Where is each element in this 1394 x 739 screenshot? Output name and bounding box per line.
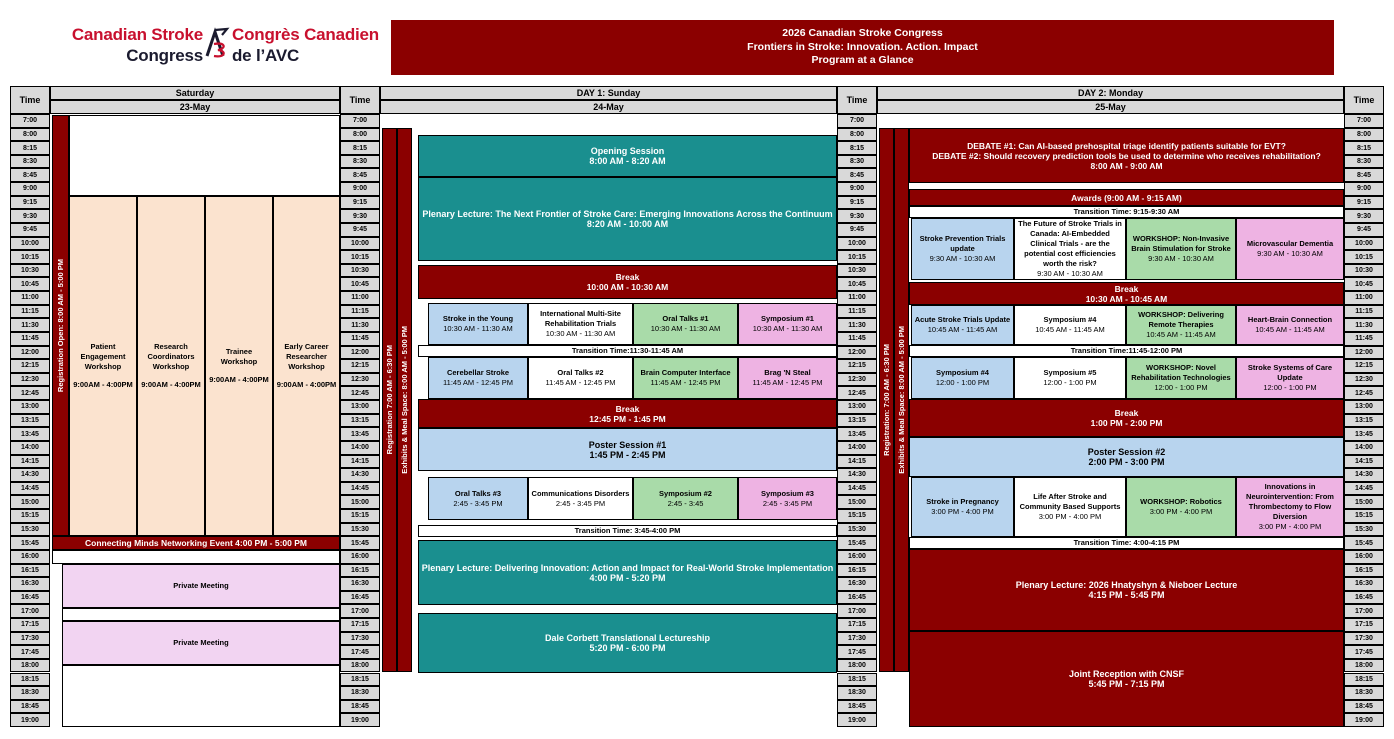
time-label-12-00: 12:00	[10, 346, 50, 360]
time-label-19-00: 19:00	[1344, 713, 1384, 727]
time-label-13-45: 13:45	[340, 427, 380, 441]
saturday-workshop-3-time: 9:00AM - 4:00PM	[276, 380, 337, 389]
time-label-15-45: 15:45	[10, 536, 50, 550]
time-label-10-30: 10:30	[837, 264, 877, 278]
time-label-16-15: 16:15	[10, 564, 50, 578]
time-label-14-30: 14:30	[10, 468, 50, 482]
time-label-14-15: 14:15	[10, 455, 50, 469]
time-label-12-30: 12:30	[10, 373, 50, 387]
time-label-8-00: 8:00	[10, 128, 50, 142]
time-label-14-45: 14:45	[10, 482, 50, 496]
saturday-empty-top	[69, 115, 340, 196]
time-label-8-15: 8:15	[837, 141, 877, 155]
time-label-18-45: 18:45	[10, 700, 50, 714]
day2-session-4-3: Innovations in Neurointervention: From Thrombectomy to Flow Diversion 3:00 PM - 4:00 PM	[1236, 477, 1344, 537]
day1-session-3-0: Oral Talks #3 2:45 - 3:45 PM	[428, 477, 528, 520]
time-label-14-30: 14:30	[837, 468, 877, 482]
time-label-17-30: 17:30	[1344, 632, 1384, 646]
time-label-10-45: 10:45	[10, 277, 50, 291]
time-label-17-15: 17:15	[837, 618, 877, 632]
time-label-17-45: 17:45	[10, 645, 50, 659]
time-label-13-15: 13:15	[10, 414, 50, 428]
saturday-gap-3	[62, 665, 340, 727]
time-label-18-30: 18:30	[10, 686, 50, 700]
time-label-15-30: 15:30	[837, 523, 877, 537]
time-label-11-45: 11:45	[837, 332, 877, 346]
time-header-mid-right: Time	[837, 86, 877, 114]
time-label-12-30: 12:30	[340, 373, 380, 387]
time-label-11-15: 11:15	[340, 305, 380, 319]
day1-session-2-2: Brain Computer Interface 11:45 AM - 12:45 PM	[633, 357, 738, 399]
saturday-workshop-0	[69, 196, 137, 536]
time-label-8-15: 8:15	[340, 141, 380, 155]
day2-transition-2: Transition Time: 4:00-4:15 PM	[909, 537, 1344, 549]
day1-session-1-1: International Multi-Site Rehabilitation Trials 10:30 AM - 11:30 AM	[528, 303, 633, 345]
banner-line2: Frontiers in Stroke: Innovation. Action. Impact	[747, 40, 978, 53]
time-label-7-00: 7:00	[10, 114, 50, 128]
day1-session-1-2: Oral Talks #1 10:30 AM - 11:30 AM	[633, 303, 738, 345]
time-label-18-15: 18:15	[10, 673, 50, 687]
time-label-16-45: 16:45	[1344, 591, 1384, 605]
time-label-14-00: 14:00	[1344, 441, 1384, 455]
time-label-13-45: 13:45	[837, 427, 877, 441]
time-label-9-00: 9:00	[1344, 182, 1384, 196]
time-label-13-15: 13:15	[340, 414, 380, 428]
time-label-8-00: 8:00	[340, 128, 380, 142]
saturday-workshop-1-time: 9:00AM - 4:00PM	[141, 380, 201, 389]
time-label-9-30: 9:30	[340, 209, 380, 223]
time-label-10-15: 10:15	[837, 250, 877, 264]
time-label-12-45: 12:45	[1344, 386, 1384, 400]
time-label-17-00: 17:00	[340, 604, 380, 618]
day2-registration-bar: Registration: 7:00 AM - 6:30 PM	[879, 128, 894, 672]
time-label-10-15: 10:15	[10, 250, 50, 264]
day1-session-2-3: Brag 'N Steal 11:45 AM - 12:45 PM	[738, 357, 837, 399]
time-label-18-15: 18:15	[340, 673, 380, 687]
time-label-15-00: 15:00	[837, 495, 877, 509]
time-label-15-00: 15:00	[1344, 495, 1384, 509]
time-label-7-00: 7:00	[1344, 114, 1384, 128]
time-label-8-15: 8:15	[1344, 141, 1384, 155]
day2-poster-session: Poster Session #2 2:00 PM - 3:00 PM	[909, 437, 1344, 477]
time-label-19-00: 19:00	[340, 713, 380, 727]
saturday-workshop-1-title: Research Coordinators Workshop	[147, 342, 195, 371]
time-label-10-15: 10:15	[340, 250, 380, 264]
day2-exhibits-bar: Exhibits & Meal Space: 8:00 AM - 5:00 PM	[894, 128, 909, 672]
day1-session-3-2: Symposium #2 2:45 - 3:45	[633, 477, 738, 520]
time-label-11-15: 11:15	[837, 305, 877, 319]
time-label-15-15: 15:15	[10, 509, 50, 523]
time-label-15-30: 15:30	[340, 523, 380, 537]
time-header-right: Time	[1344, 86, 1384, 114]
time-label-15-45: 15:45	[1344, 536, 1384, 550]
saturday-workshop-1	[137, 196, 205, 536]
time-label-12-15: 12:15	[340, 359, 380, 373]
banner-line1: 2026 Canadian Stroke Congress	[782, 27, 943, 40]
time-label-13-15: 13:15	[1344, 414, 1384, 428]
time-label-9-15: 9:15	[10, 196, 50, 210]
day1-session-1-0: Stroke in the Young 10:30 AM - 11:30 AM	[428, 303, 528, 345]
day2-session-1-3: Microvascular Dementia 9:30 AM - 10:30 AM	[1236, 218, 1344, 280]
saturday-registration-bar: Registration Open: 8:00 AM - 5:00 PM	[52, 115, 69, 536]
time-label-17-00: 17:00	[1344, 604, 1384, 618]
time-label-11-30: 11:30	[340, 318, 380, 332]
time-label-13-15: 13:15	[837, 414, 877, 428]
day2-transition-0: Transition Time: 9:15-9:30 AM	[909, 206, 1344, 218]
day2-session-2-0: Acute Stroke Trials Update 10:45 AM - 11:45 AM	[911, 305, 1014, 345]
time-label-12-45: 12:45	[340, 386, 380, 400]
time-label-11-45: 11:45	[10, 332, 50, 346]
time-label-7-00: 7:00	[340, 114, 380, 128]
time-label-13-00: 13:00	[340, 400, 380, 414]
time-label-10-00: 10:00	[10, 237, 50, 251]
time-label-10-45: 10:45	[1344, 277, 1384, 291]
time-label-9-30: 9:30	[10, 209, 50, 223]
time-label-17-45: 17:45	[1344, 645, 1384, 659]
time-label-9-15: 9:15	[837, 196, 877, 210]
time-label-8-45: 8:45	[10, 168, 50, 182]
time-header-mid-left: Time	[340, 86, 380, 114]
day2-break-1: Break 10:30 AM - 10:45 AM	[909, 282, 1344, 305]
time-label-11-15: 11:15	[1344, 305, 1384, 319]
saturday-networking-event: Connecting Minds Networking Event 4:00 PM - 5:00 PM	[52, 536, 340, 550]
time-label-18-45: 18:45	[837, 700, 877, 714]
time-label-18-00: 18:00	[1344, 659, 1384, 673]
time-label-15-15: 15:15	[837, 509, 877, 523]
time-header-left: Time	[10, 86, 50, 114]
day1-transition-1: Transition Time:11:30-11:45 AM	[418, 345, 837, 357]
time-label-18-00: 18:00	[10, 659, 50, 673]
time-label-15-30: 15:30	[1344, 523, 1384, 537]
day2-joint-reception: Joint Reception with CNSF 5:45 PM - 7:15 PM	[909, 631, 1344, 727]
time-label-11-00: 11:00	[10, 291, 50, 305]
time-label-10-45: 10:45	[340, 277, 380, 291]
day2-session-3-2: WORKSHOP: Novel Rehabilitation Technologies 12:00 - 1:00 PM	[1126, 357, 1236, 399]
day2-session-3-1: Symposium #5 12:00 - 1:00 PM	[1014, 357, 1126, 399]
time-label-14-00: 14:00	[340, 441, 380, 455]
time-label-12-30: 12:30	[837, 373, 877, 387]
time-label-8-15: 8:15	[10, 141, 50, 155]
day2-transition-1: Transition Time:11:45-12:00 PM	[909, 345, 1344, 357]
time-label-16-15: 16:15	[1344, 564, 1384, 578]
time-label-17-15: 17:15	[340, 618, 380, 632]
header-banner	[391, 20, 1334, 75]
logo-line2-en: Congress	[126, 46, 203, 65]
time-label-16-30: 16:30	[837, 577, 877, 591]
time-label-16-45: 16:45	[340, 591, 380, 605]
time-label-15-15: 15:15	[1344, 509, 1384, 523]
logo-line2-fr: de l’AVC	[232, 46, 300, 65]
time-label-17-30: 17:30	[340, 632, 380, 646]
saturday-date: 23-May	[50, 100, 340, 114]
time-label-18-30: 18:30	[340, 686, 380, 700]
time-label-16-30: 16:30	[10, 577, 50, 591]
time-label-9-45: 9:45	[837, 223, 877, 237]
time-label-11-00: 11:00	[1344, 291, 1384, 305]
day1-exhibits-bar: Exhibits & Meal Space: 8:00 AM - 5:00 PM	[397, 128, 412, 672]
time-label-12-00: 12:00	[1344, 346, 1384, 360]
time-label-14-00: 14:00	[10, 441, 50, 455]
time-label-15-00: 15:00	[340, 495, 380, 509]
saturday-workshop-0-time: 9:00AM - 4:00PM	[73, 380, 133, 389]
time-label-11-00: 11:00	[340, 291, 380, 305]
time-label-18-30: 18:30	[1344, 686, 1384, 700]
time-label-15-45: 15:45	[340, 536, 380, 550]
time-label-14-45: 14:45	[837, 482, 877, 496]
day2-awards: Awards (9:00 AM - 9:15 AM)	[909, 189, 1344, 206]
logo-line1-en: Canadian Stroke	[71, 25, 203, 44]
banner-line3: Program at a Glance	[811, 54, 914, 67]
time-label-13-00: 13:00	[837, 400, 877, 414]
day2-session-1-0: Stroke Prevention Trials update 9:30 AM - 10:30 AM	[911, 218, 1014, 280]
time-label-13-00: 13:00	[1344, 400, 1384, 414]
time-label-16-45: 16:45	[10, 591, 50, 605]
time-label-8-45: 8:45	[837, 168, 877, 182]
time-label-8-45: 8:45	[340, 168, 380, 182]
day1-registration-bar: Registration 7:00 AM - 6:30 PM	[382, 128, 397, 672]
time-label-17-30: 17:30	[10, 632, 50, 646]
saturday-private-meeting-1: Private Meeting	[62, 564, 340, 608]
time-label-16-00: 16:00	[340, 550, 380, 564]
time-label-11-45: 11:45	[340, 332, 380, 346]
time-label-10-00: 10:00	[340, 237, 380, 251]
time-label-9-00: 9:00	[10, 182, 50, 196]
time-label-11-30: 11:30	[1344, 318, 1384, 332]
time-label-10-00: 10:00	[837, 237, 877, 251]
time-label-13-45: 13:45	[1344, 427, 1384, 441]
time-label-9-00: 9:00	[837, 182, 877, 196]
day1-break-1: Break 10:00 AM - 10:30 AM	[418, 265, 837, 299]
time-label-10-30: 10:30	[10, 264, 50, 278]
day1-session-3-3: Symposium #3 2:45 - 3:45 PM	[738, 477, 837, 520]
saturday-workshop-3	[273, 196, 340, 536]
time-label-18-15: 18:15	[1344, 673, 1384, 687]
day1-opening-session: Opening Session 8:00 AM - 8:20 AM	[418, 135, 837, 177]
time-label-8-30: 8:30	[837, 155, 877, 169]
time-label-8-30: 8:30	[1344, 155, 1384, 169]
day2-session-1-2: WORKSHOP: Non-Invasive Brain Stimulation for Stroke 9:30 AM - 10:30 AM	[1126, 218, 1236, 280]
day2-break-2: Break 1:00 PM - 2:00 PM	[909, 399, 1344, 437]
time-label-14-30: 14:30	[1344, 468, 1384, 482]
time-label-8-30: 8:30	[340, 155, 380, 169]
time-label-9-30: 9:30	[1344, 209, 1384, 223]
time-label-12-30: 12:30	[1344, 373, 1384, 387]
saturday-gap-1	[52, 550, 340, 564]
time-label-16-00: 16:00	[1344, 550, 1384, 564]
time-label-18-00: 18:00	[837, 659, 877, 673]
time-label-11-30: 11:30	[837, 318, 877, 332]
time-label-16-00: 16:00	[837, 550, 877, 564]
saturday-workshop-2	[205, 196, 273, 536]
time-label-13-45: 13:45	[10, 427, 50, 441]
time-label-13-00: 13:00	[10, 400, 50, 414]
saturday-workshop-0-title: Patient Engagement Workshop	[80, 342, 126, 371]
day2-date: 25-May	[877, 100, 1344, 114]
time-label-10-00: 10:00	[1344, 237, 1384, 251]
time-label-8-45: 8:45	[1344, 168, 1384, 182]
time-label-8-30: 8:30	[10, 155, 50, 169]
day1-date: 24-May	[380, 100, 837, 114]
time-label-18-15: 18:15	[837, 673, 877, 687]
time-label-11-45: 11:45	[1344, 332, 1384, 346]
time-label-12-45: 12:45	[837, 386, 877, 400]
time-label-17-15: 17:15	[10, 618, 50, 632]
time-label-17-00: 17:00	[837, 604, 877, 618]
time-label-16-45: 16:45	[837, 591, 877, 605]
day1-transition-2: Transition Time: 3:45-4:00 PM	[418, 525, 837, 537]
day2-session-3-0: Symposium #4 12:00 - 1:00 PM	[911, 357, 1014, 399]
time-label-18-30: 18:30	[837, 686, 877, 700]
time-label-11-30: 11:30	[10, 318, 50, 332]
time-label-18-45: 18:45	[340, 700, 380, 714]
day2-session-1-1: The Future of Stroke Trials in Canada: AI-Embedded Clinical Trials - are the potential cost efficiencies worth the risk? 9:30 AM - 10:30 AM	[1014, 218, 1126, 280]
saturday-workshop-3-title: Early Career Researcher Workshop	[284, 342, 329, 371]
day1-plenary-lecture-1: Plenary Lecture: The Next Frontier of Stroke Care: Emerging Innovations Across the Continuum 8:20 AM - 10:00 AM	[418, 177, 837, 261]
stroke-logo-mark-icon	[205, 26, 231, 68]
time-label-11-00: 11:00	[837, 291, 877, 305]
time-label-15-15: 15:15	[340, 509, 380, 523]
time-label-14-15: 14:15	[340, 455, 380, 469]
day1-session-1-3: Symposium #1 10:30 AM - 11:30 AM	[738, 303, 837, 345]
time-label-14-15: 14:15	[1344, 455, 1384, 469]
time-label-18-00: 18:00	[340, 659, 380, 673]
time-label-17-45: 17:45	[837, 645, 877, 659]
time-label-9-30: 9:30	[837, 209, 877, 223]
day2-plenary-lecture: Plenary Lecture: 2026 Hnatyshyn & Nieboer Lecture 4:15 PM - 5:45 PM	[909, 549, 1344, 631]
day1-poster-session: Poster Session #1 1:45 PM - 2:45 PM	[418, 428, 837, 471]
time-label-8-00: 8:00	[837, 128, 877, 142]
time-label-17-30: 17:30	[837, 632, 877, 646]
saturday-workshop-2-title: Trainee Workshop	[220, 347, 258, 366]
time-label-10-30: 10:30	[340, 264, 380, 278]
time-label-12-15: 12:15	[837, 359, 877, 373]
day1-dale-corbett-lectureship: Dale Corbett Translational Lectureship 5:20 PM - 6:00 PM	[418, 613, 837, 673]
time-label-19-00: 19:00	[10, 713, 50, 727]
time-label-14-00: 14:00	[837, 441, 877, 455]
time-label-9-15: 9:15	[1344, 196, 1384, 210]
time-label-12-45: 12:45	[10, 386, 50, 400]
saturday-workshop-2-time: 9:00AM - 4:00PM	[209, 375, 269, 384]
time-label-12-00: 12:00	[837, 346, 877, 360]
saturday-gap-2	[62, 608, 340, 621]
time-label-14-30: 14:30	[340, 468, 380, 482]
time-label-10-45: 10:45	[837, 277, 877, 291]
logo	[20, 22, 390, 72]
saturday-private-meeting-2: Private Meeting	[62, 621, 340, 665]
day1-session-3-1: Communications Disorders 2:45 - 3:45 PM	[528, 477, 633, 520]
time-label-14-45: 14:45	[1344, 482, 1384, 496]
time-label-9-45: 9:45	[340, 223, 380, 237]
time-label-15-30: 15:30	[10, 523, 50, 537]
time-label-17-00: 17:00	[10, 604, 50, 618]
time-label-19-00: 19:00	[837, 713, 877, 727]
day2-debates: DEBATE #1: Can AI-based prehospital triage identify patients suitable for EVT? DEBATE #2: Should recovery prediction tools be used to determine who receives rehabilitation? 8:00 AM - 9:00 AM	[909, 128, 1344, 183]
time-label-16-00: 16:00	[10, 550, 50, 564]
day1-break-2: Break 12:45 PM - 1:45 PM	[418, 399, 837, 428]
time-label-9-45: 9:45	[10, 223, 50, 237]
time-label-12-15: 12:15	[1344, 359, 1384, 373]
day2-title: DAY 2: Monday	[877, 86, 1344, 100]
time-label-17-15: 17:15	[1344, 618, 1384, 632]
saturday-title: Saturday	[50, 86, 340, 100]
time-label-15-00: 15:00	[10, 495, 50, 509]
time-label-14-45: 14:45	[340, 482, 380, 496]
day2-session-2-3: Heart-Brain Connection 10:45 AM - 11:45 AM	[1236, 305, 1344, 345]
day2-session-4-1: Life After Stroke and Community Based Supports 3:00 PM - 4:00 PM	[1014, 477, 1126, 537]
time-label-7-00: 7:00	[837, 114, 877, 128]
logo-line1-fr: Congrès Canadien	[232, 25, 379, 44]
time-label-10-15: 10:15	[1344, 250, 1384, 264]
time-label-16-30: 16:30	[1344, 577, 1384, 591]
day2-session-2-1: Symposium #4 10:45 AM - 11:45 AM	[1014, 305, 1126, 345]
time-label-18-45: 18:45	[1344, 700, 1384, 714]
time-label-16-15: 16:15	[340, 564, 380, 578]
time-label-10-30: 10:30	[1344, 264, 1384, 278]
day2-session-4-2: WORKSHOP: Robotics 3:00 PM - 4:00 PM	[1126, 477, 1236, 537]
time-label-8-00: 8:00	[1344, 128, 1384, 142]
time-label-15-45: 15:45	[837, 536, 877, 550]
day1-session-2-0: Cerebellar Stroke 11:45 AM - 12:45 PM	[428, 357, 528, 399]
time-label-16-30: 16:30	[340, 577, 380, 591]
time-label-12-00: 12:00	[340, 346, 380, 360]
time-label-14-15: 14:15	[837, 455, 877, 469]
time-label-9-15: 9:15	[340, 196, 380, 210]
time-label-11-15: 11:15	[10, 305, 50, 319]
day2-session-3-3: Stroke Systems of Care Update 12:00 - 1:00 PM	[1236, 357, 1344, 399]
time-label-9-00: 9:00	[340, 182, 380, 196]
day2-session-4-0: Stroke in Pregnancy 3:00 PM - 4:00 PM	[911, 477, 1014, 537]
day1-plenary-lecture-2: Plenary Lecture: Delivering Innovation: Action and Impact for Real-World Stroke Implementation 4:00 PM - 5:20 PM	[418, 540, 837, 605]
time-label-12-15: 12:15	[10, 359, 50, 373]
time-label-16-15: 16:15	[837, 564, 877, 578]
day1-title: DAY 1: Sunday	[380, 86, 837, 100]
day1-session-2-1: Oral Talks #2 11:45 AM - 12:45 PM	[528, 357, 633, 399]
time-label-17-45: 17:45	[340, 645, 380, 659]
time-label-9-45: 9:45	[1344, 223, 1384, 237]
day2-session-2-2: WORKSHOP: Delivering Remote Therapies 10:45 AM - 11:45 AM	[1126, 305, 1236, 345]
